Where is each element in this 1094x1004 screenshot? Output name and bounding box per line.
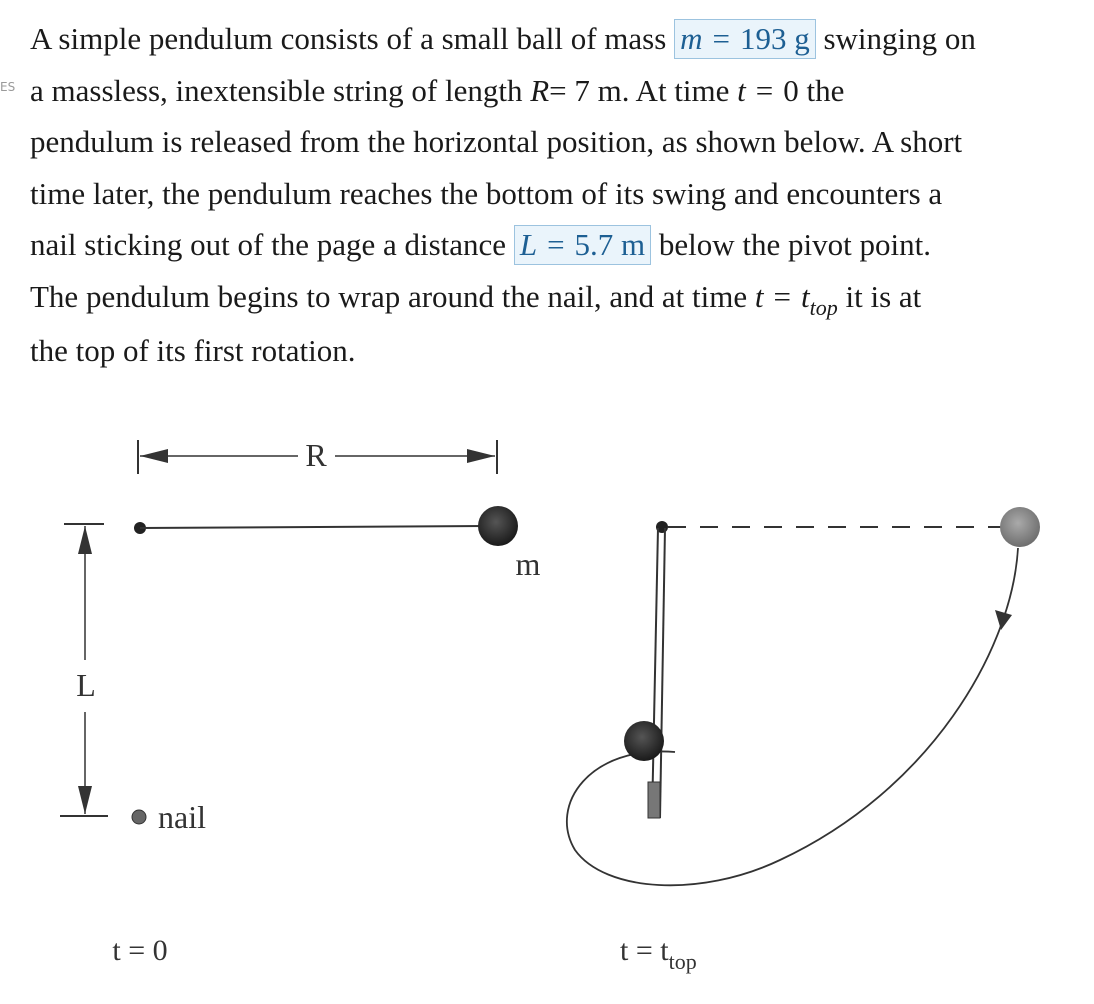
- time-variable: t: [754, 278, 764, 314]
- text-segment: 0 the: [783, 72, 845, 108]
- problem-line-7: the top of its first rotation.: [30, 333, 356, 368]
- label-nail: nail: [158, 799, 206, 835]
- caption-t-top: [620, 934, 697, 974]
- length-variable: R: [530, 72, 550, 108]
- r-arrow-right: [467, 449, 495, 463]
- nail-distance-parameter[interactable]: [514, 225, 651, 265]
- distance-variable: L: [519, 227, 538, 262]
- label-m: m: [515, 546, 541, 582]
- label-r: R: [305, 437, 327, 473]
- caption-t-top-subscript: top: [668, 949, 697, 974]
- right-diagram: [567, 507, 1040, 974]
- caption-t-top-main: t = t: [620, 934, 669, 967]
- margin-label: ES: [0, 80, 16, 94]
- problem-line-1: [30, 13, 1088, 65]
- r-arrow-left: [140, 449, 168, 463]
- mass-parameter[interactable]: [674, 19, 816, 59]
- l-arrow-top: [78, 526, 92, 554]
- equals-sign: =: [547, 227, 565, 262]
- left-diagram: [60, 437, 541, 967]
- equals-sign: =: [755, 72, 774, 108]
- nail-peg: [648, 782, 660, 818]
- initial-ball: [1000, 507, 1040, 547]
- vertical-string-left: [652, 528, 658, 818]
- l-arrow-bottom: [78, 786, 92, 814]
- pendulum-figure: [0, 400, 1094, 1004]
- problem-line-2: [30, 65, 1088, 117]
- text-segment: The pendulum begins to wrap around the nail, and at time: [30, 278, 748, 314]
- equals-sign: =: [773, 278, 791, 314]
- text-segment: it is at: [845, 278, 922, 314]
- label-l: L: [76, 667, 96, 703]
- equals-sign: =: [712, 21, 730, 56]
- problem-line-3: pendulum is released from the horizontal position, as shown below. A short: [30, 124, 963, 159]
- length-value: = 7 m. At time: [549, 72, 730, 108]
- problem-line-4: time later, the pendulum reaches the bottom of its swing and encounters a: [30, 175, 943, 211]
- text-segment: A simple pendulum consists of a small ball of mass: [30, 21, 667, 56]
- problem-statement: [30, 13, 1088, 377]
- nail-point: [132, 810, 146, 824]
- problem-line-6: [30, 271, 1088, 326]
- time-top-variable: t: [800, 278, 810, 314]
- problem-line-5: [30, 219, 1088, 271]
- text-segment: nail sticking out of the page a distance: [30, 227, 507, 262]
- caption-t-zero: t = 0: [112, 934, 168, 967]
- text-segment: a massless, inextensible string of length: [30, 72, 523, 108]
- distance-value: 5.7 m: [574, 227, 646, 262]
- text-segment: swinging on: [823, 21, 976, 56]
- trajectory-arrow: [995, 610, 1012, 630]
- pendulum-string: [140, 526, 486, 528]
- text-segment: below the pivot point.: [658, 227, 932, 262]
- pendulum-ball: [478, 506, 518, 546]
- swing-trajectory: [567, 548, 1018, 885]
- mass-variable: m: [680, 21, 703, 56]
- time-top-subscript: top: [809, 294, 838, 320]
- ball-at-top: [624, 721, 664, 761]
- mass-value: 193 g: [739, 21, 810, 56]
- time-variable: t: [737, 72, 746, 108]
- vertical-string-right: [660, 528, 665, 818]
